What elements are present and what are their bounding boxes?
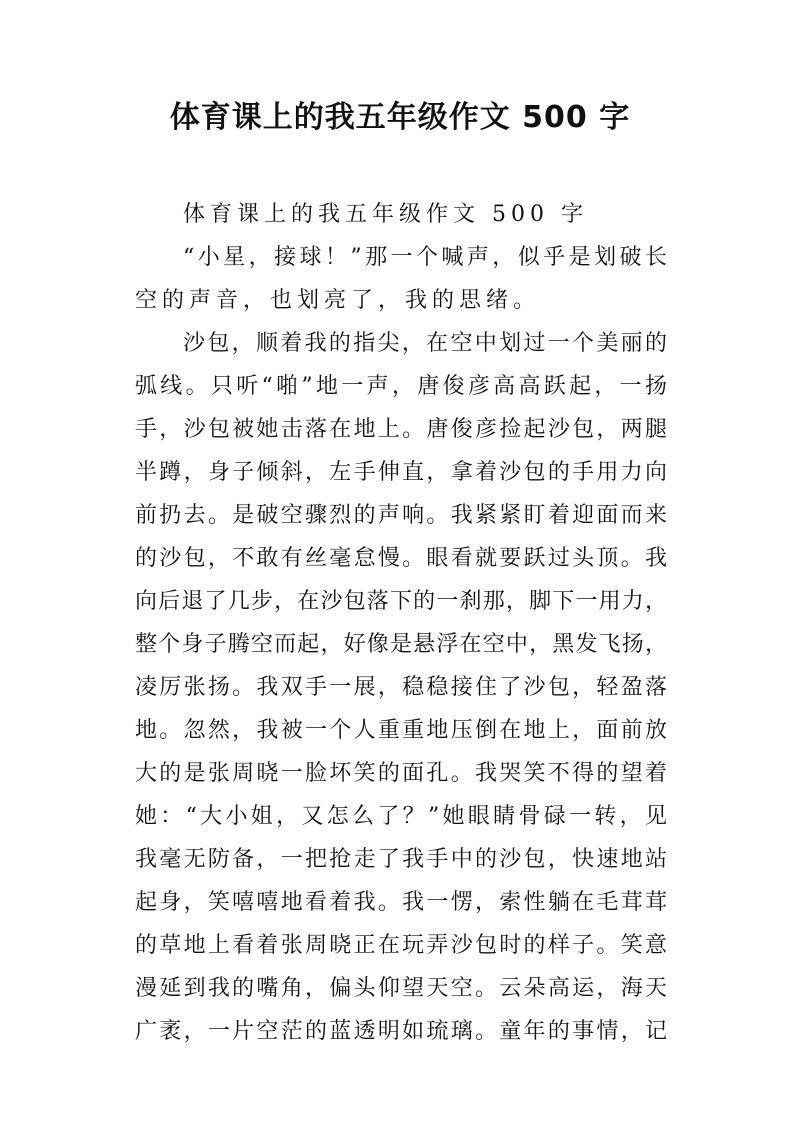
text-line: 空的声音，也划亮了，我的思绪。 xyxy=(135,288,541,313)
text-line: 广袤，一片空茫的蓝透明如琉璃。童年的事情，记 xyxy=(135,1019,667,1044)
text-line: 的草地上看着张周晓正在玩弄沙包时的样子。笑意 xyxy=(135,933,667,958)
text-line: 地。忽然，我被一个人重重地压倒在地上，面前放 xyxy=(135,718,667,743)
text-line: “小星，接球！”那一个喊声，似乎是划破长 xyxy=(183,245,667,270)
body-heading-line: 体育课上的我五年级作文 500 字 xyxy=(183,202,588,227)
document-title: 体育课上的我五年级作文 500 字 xyxy=(169,100,631,135)
text-line: 弧线。只听“啪”地一声，唐俊彦高高跃起，一扬 xyxy=(135,374,667,399)
text-line: 向后退了几步，在沙包落下的一刹那，脚下一用力， xyxy=(135,589,667,614)
text-line: 凌厉张扬。我双手一展，稳稳接住了沙包，轻盈落 xyxy=(135,675,667,700)
text-line: 起身，笑嘻嘻地看着我。我一愣，索性躺在毛茸茸 xyxy=(135,890,667,915)
text-line: 前扔去。是破空骤烈的声响。我紧紧盯着迎面而来 xyxy=(135,503,667,528)
document-body xyxy=(135,193,667,1053)
text-line: 大的是张周晓一脸坏笑的面孔。我哭笑不得的望着 xyxy=(135,761,667,786)
text-line: 我毫无防备，一把抢走了我手中的沙包，快速地站 xyxy=(135,847,667,872)
text-line: 沙包，顺着我的指尖，在空中划过一个美丽的 xyxy=(183,331,667,356)
text-line: 整个身子腾空而起，好像是悬浮在空中，黑发飞扬， xyxy=(135,632,667,657)
text-line: 的沙包，不敢有丝毫怠慢。眼看就要跃过头顶。我 xyxy=(135,546,667,571)
text-line: 她：“大小姐，又怎么了？”她眼睛骨碌一转，见 xyxy=(135,804,667,829)
text-line: 手，沙包被她击落在地上。唐俊彦捡起沙包，两腿 xyxy=(135,417,667,442)
text-line: 半蹲，身子倾斜，左手伸直，拿着沙包的手用力向 xyxy=(135,460,667,485)
text-line: 漫延到我的嘴角，偏头仰望天空。云朵高运，海天 xyxy=(135,976,667,1001)
